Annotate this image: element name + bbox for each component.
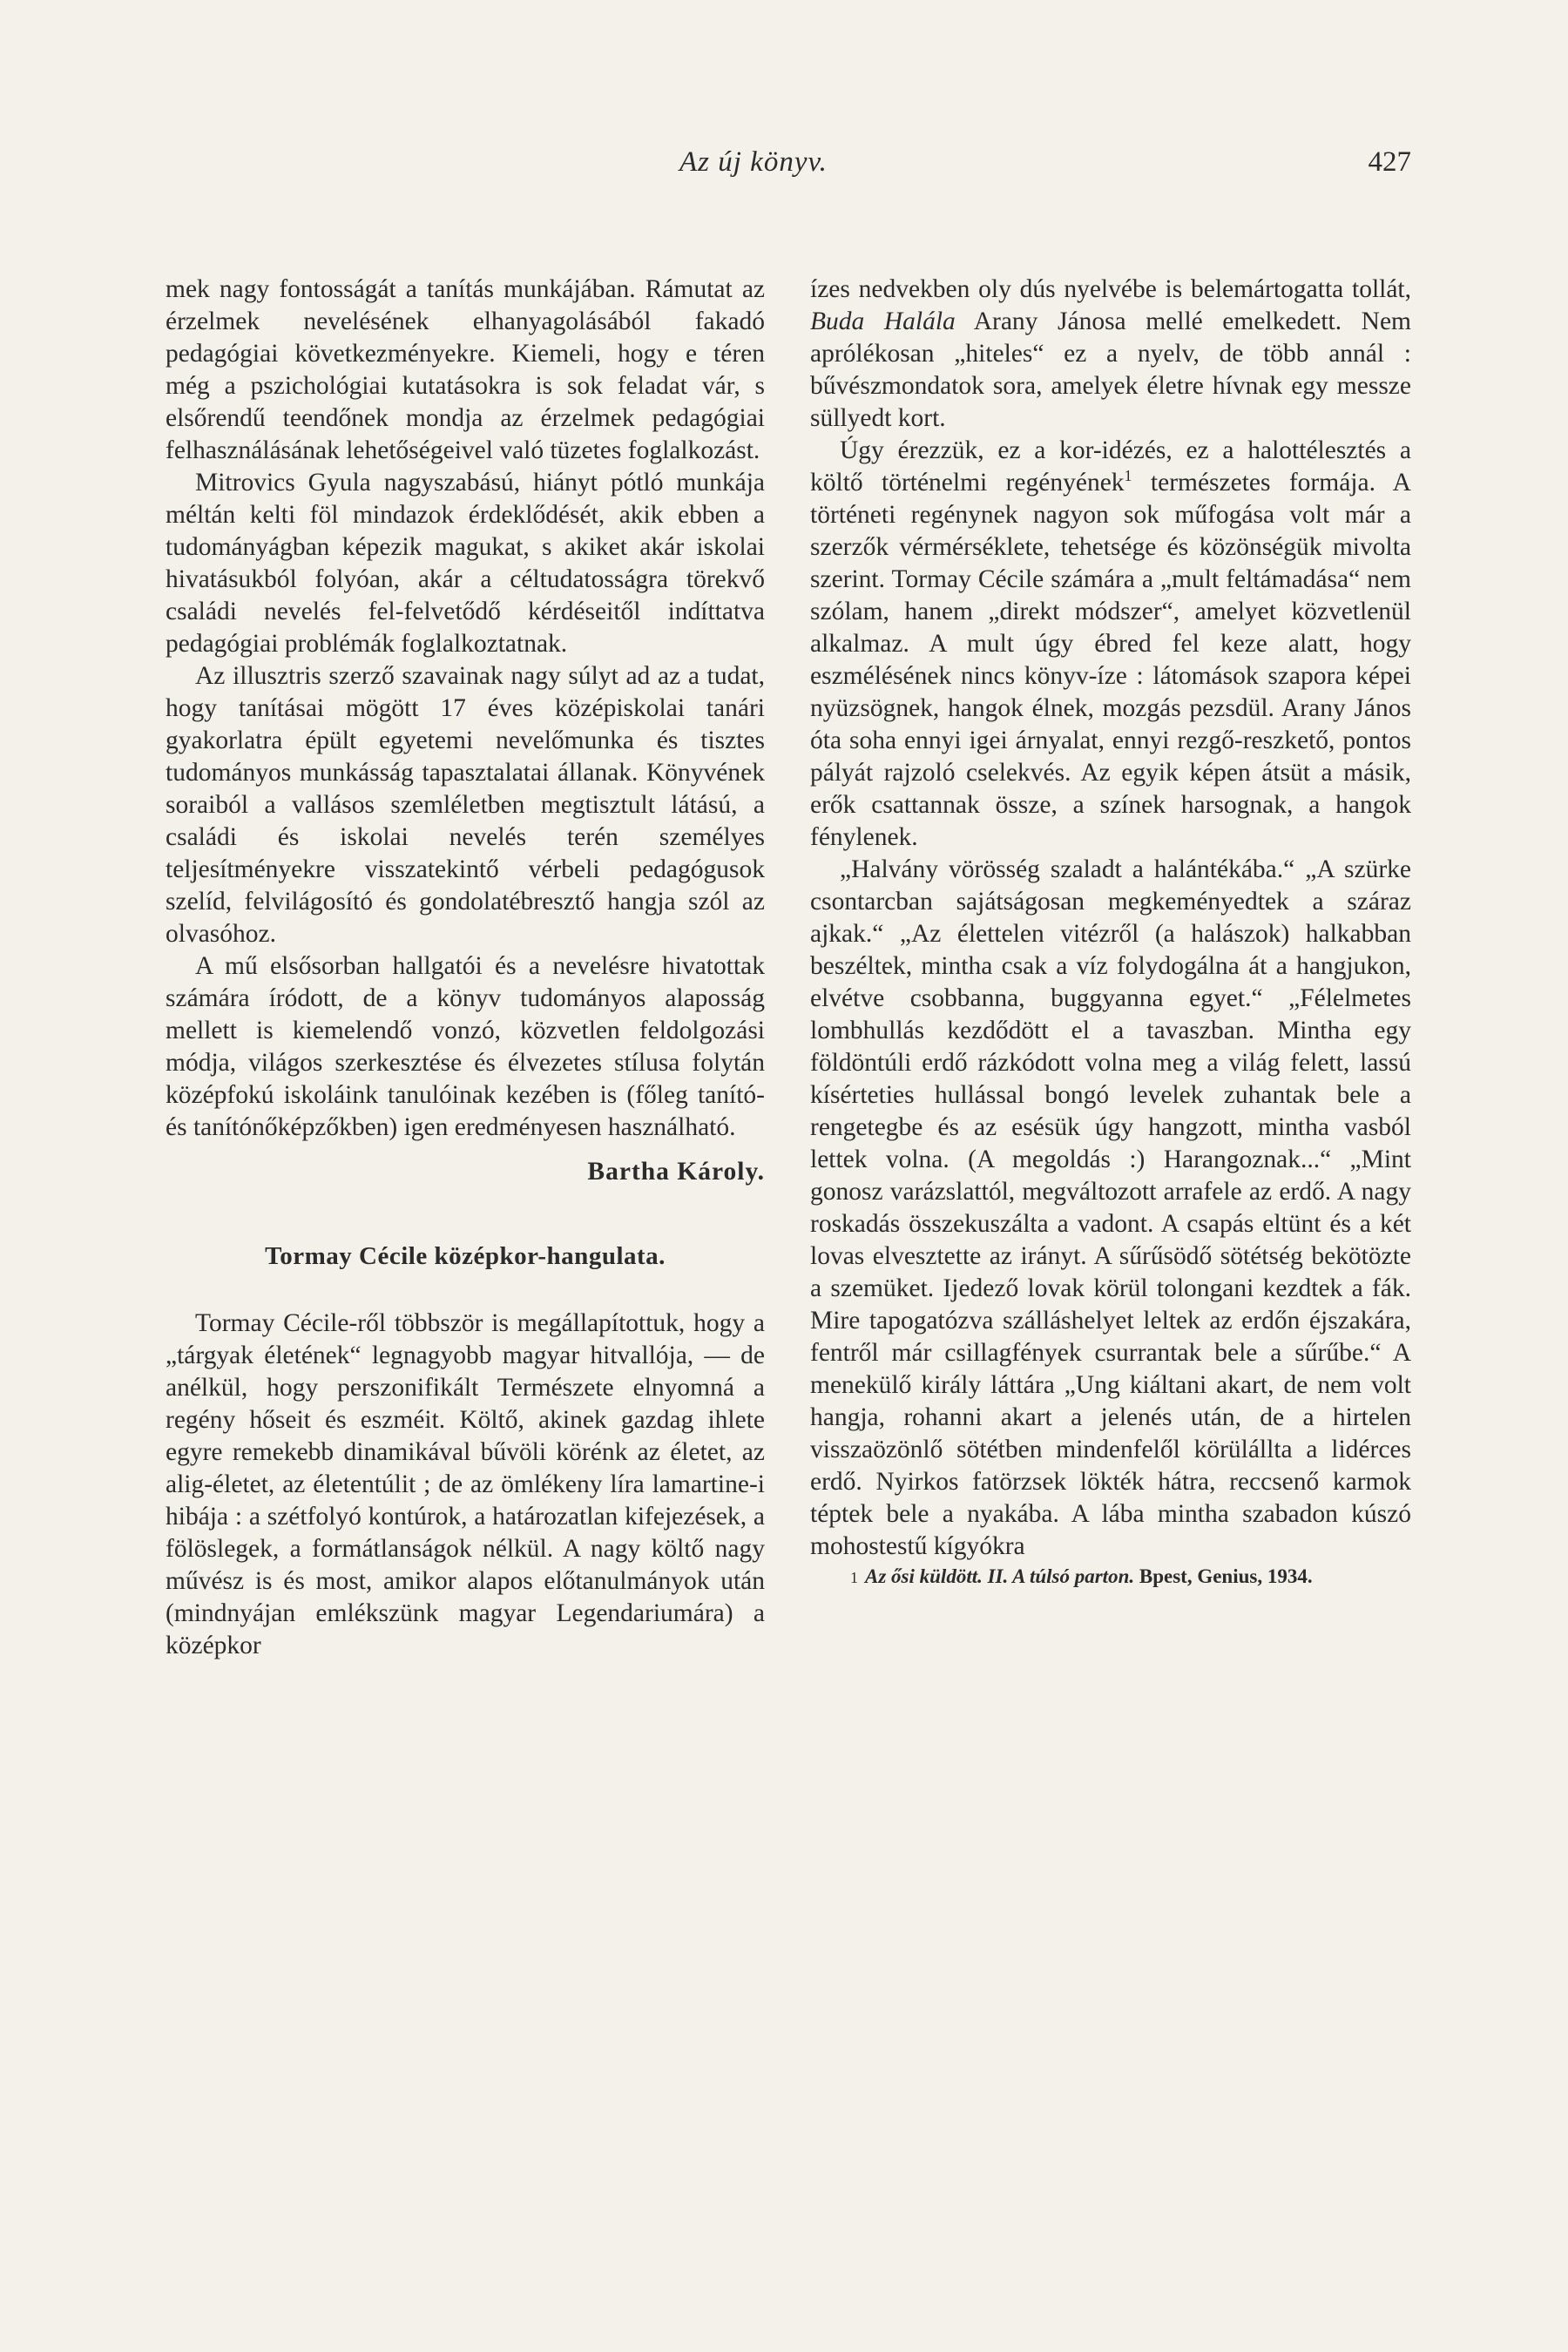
- text-run: Úgy érezzük, ez a kor-idézés, ez a halottélesztés a költő történelmi regényének: [810, 436, 1411, 497]
- paragraph: mek nagy fontosságát a tanítás munkájában. Rámutat az érzelmek nevelésének elhanyagolásából fakadó pedagógiai következményekre. Kiemeli, hogy e téren még a pszichológiai kutatásokra is sok feladat vár, s elsőrendű teendőnek mondja az érzelmek pedagógiai felhasználásának lehetőségeivel való tüzetes foglalkozást.: [166, 275, 765, 464]
- paragraph: Tormay Cécile-ről többször is megállapítottuk, hogy a „tárgyak életének“ legnagyobb magyar hitvallója, — de anélkül, hogy perszonifikált Természete elnyomná a regény hőseit és eszméit. Költő, akinek gazdag ihlete egyre remekebb dinamikával bűvöli körénk az életet, az alig-életet, az életentúlit ; de az ömlékeny líra lamartine-i hibája : a szétfolyó kontúrok, a határozatlan kifejezések, a fölöslegek, a formátlanságok nélkül. A nagy költő nagy művész is és most, amikor alapos előtanulmányok után (mindnyájan emlékszünk magyar Legendariumára) a középkor: [166, 1309, 765, 1659]
- paragraph: Az illusztris szerző szavainak nagy súlyt ad az a tudat, hogy tanításai mögött 17 éves középiskolai tanári gyakorlatra épült egyetemi nevelőmunka és tisztes tudományos munkásság tapasztalatai állanak. Könyvének soraiból a vallásos szemléletben megtisztult látású, a családi és iskolai nevelés terén személyes teljesítményekre visszatekintő vérbeli pedagógusok szelíd, felvilágosító és gondolatébresztő hangja szól az olvasóhoz.: [166, 662, 765, 948]
- footnote-title: Az ősi küldött. II. A túlsó parton.: [865, 1565, 1135, 1587]
- right-column: [810, 274, 1411, 1592]
- paragraph: [810, 274, 1411, 435]
- page-header: [679, 139, 1411, 192]
- book-title: Buda Halála: [810, 308, 956, 335]
- paragraph: A mű elsősorban hallgatói és a nevelésre hivatottak számára íródott, de a könyv tudományos alaposság mellett is kiemelendő vonzó, közvetlen feldolgozási módja, világos szerkesztése és élvezetes stílusa folytán középfokú iskoláink tanulóinak kezében is (főleg tanító- és tanítónőképzőkben) igen eredményesen használható.: [166, 952, 765, 1141]
- footnote-number: 1: [850, 1569, 858, 1586]
- running-title: Az új könyv.: [679, 146, 828, 178]
- paragraph: „Halvány vörösség szaladt a halántékába.“ „A szürke csontarcban sajátságosan megkeményedtek a száraz ajkak.“ „Az élettelen vitézről (a halászok) halkabban beszéltek, mintha csak a víz folydogálna át a hangjukon, elvétve csobbanna, buggyanna egyet.“ „Félelmetes lombhullás kezdődött el a tavaszban. Mintha egy földöntúli erdő rázkódott volna meg a világ felett, lassú kísérteties hullással bongó levelek zuhantak bele a rengetegbe és az esésük úgy hangzott, mintha vasból lettek volna. (A megoldás :) Harangoznak...“ „Mint gonosz varázslattól, megváltozott arrafele az erdő. A nagy roskadás összekuszálta a vadont. A csapás eltünt és a két lovas elvesztette az irányt. A sűrűsödő sötétség bekötözte a szemüket. Ijedező lovak körül tolongani kezdtek a fák. Mire tapogatózva szálláshelyet leltek az erdőn éjszakára, fentről már csillagfények csurrantak bele a sűrűbe.“ A menekülő király láttára „Ung kiáltani akart, de nem volt hangja, rohanni akart a jelenés után, de a hirtelen visszaözönlő sötétben mindenfelől körülállta a lidérces erdő. Nyirkos fatörzsek lökték hátra, reccsenő karmok téptek bele a nyakába. A lába mintha szabadon kúszó mohostestű kígyókra: [810, 855, 1411, 1560]
- text-run: ízes nedvekben oly dús nyelvébe is belemártogatta tollát,: [810, 275, 1411, 303]
- paragraph: [810, 435, 1411, 854]
- paragraph: Mitrovics Gyula nagyszabású, hiányt pótló munkája méltán kelti föl mindazok érdeklődését, akik ebben a tudományágban képezik magukat, s akiket akár iskolai hivatásukból folyóan, akár a céltudatosságra törekvő családi nevelés fel-felvetődő kérdéseitől indíttatva pedagógiai problémák foglalkoztatnak.: [166, 469, 765, 658]
- text-run: természetes formája. A történeti regénynek nagyon sok műfogása volt már a szerzők vérmérséklete, tehetsége és közönségük mivolta szerint. Tormay Cécile számára a „mult feltámadása“ nem szólam, hanem „direkt módszer“, amelyet közvetlenül alkalmaz. A mult úgy ébred fel keze alatt, hogy eszmélésének nincs könyv-íze : látomások szapora képei nyüzsögnek, hangok élnek, mozgás pezsdül. Arany János óta soha ennyi igei árnyalat, ennyi rezgő-reszkető, pontos pályát rajzoló cselekvés. Az egyik képen átsüt a másik, erők csattannak össze, a színek harsognak, a hangok fénylenek.: [810, 469, 1411, 851]
- page-number: 427: [1368, 146, 1411, 178]
- text-run: Arany Jánosa mellé emelkedett. Nem aprólékosan „hiteles“ ez a nyelv, de több annál : bűvészmondatok sora, amelyek életre hívnak egy messze süllyedt kort.: [810, 308, 1411, 432]
- review-signature: Bartha Károly.: [587, 1158, 765, 1186]
- footnote-marker: 1: [1124, 467, 1132, 485]
- footnote-publication: Bpest, Genius, 1934.: [1139, 1565, 1313, 1587]
- section-title: Tormay Cécile középkor-hangulata.: [265, 1242, 666, 1270]
- footnote: [810, 1563, 1411, 1592]
- left-column: [166, 274, 765, 1662]
